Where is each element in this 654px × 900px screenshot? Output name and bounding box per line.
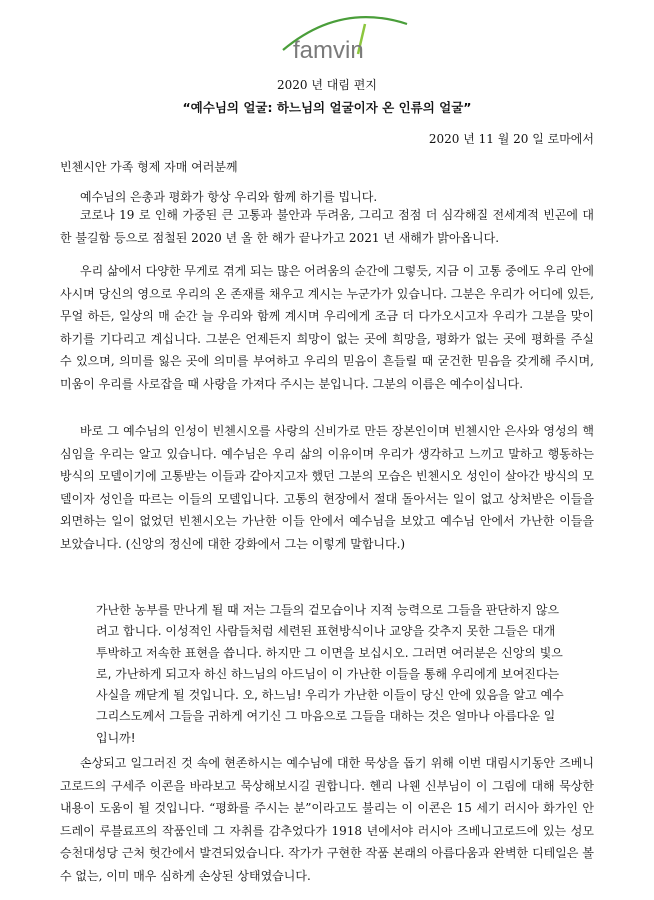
block-quote: 가난한 농부를 만나게 될 때 저는 그들의 겉모습이나 지적 능력으로 그들을 판단하지 않으려고 합니다. 이성적인 사람들처럼 세련된 표현방식이나 교양을 갖추지 못한 그들은 대개 투박하고 저속한 표현을 씁니다. 하지만 그 이면을 보십시오. 그러면 여러분은 신앙의 빛으로, 가난하게 되고자 하신 하느님의 아드님이 이 가난한 이들을 통해 우리에게 보여진다는 사실을 깨닫게 될 것입니다. 오, 하느님! 우리가 가난한 이들이 당신 안에 있음을 알고 예수 그리스도께서 그들을 귀하게 여기신 그 마음으로 그들을 대하는 것은 얼마나 아름다운 일입니까! xyxy=(96,603,564,745)
paragraph-icon: 손상되고 일그러진 것 속에 현존하시는 예수님에 대한 묵상을 돕기 위해 이번 대림시기동안 즈베니고로드의 구세주 이콘을 바라보고 묵상해보시길 권합니다. 헨리 나웬 신부님이 이 그림에 대해 묵상한 내용이 도움이 될 것입니다. “평화를 주시는 분”이라고도 불리는 이 이콘은 15 세기 러시아 화가인 안드레이 루블료프의 작품인데 그 자취를 감추었다가 1918 년에서야 러시아 즈베니고로드에 있는 성모승천대성당 근처 헛간에서 발견되었습니다. 작가가 구현한 작품 본래의 아름다움과 완벽한 디테일은 볼 수 없는, 이미 매우 심하게 손상된 상태였습니다. xyxy=(60,756,594,883)
logo-text: famvin xyxy=(293,37,364,64)
paragraph-intro: 코로나 19 로 인해 가중된 큰 고통과 불안과 두려움, 그리고 점점 더 심각해질 전세계적 빈곤에 대한 불길함 등으로 점철된 2020 년 올 한 해가 끝나가고 2021 년 새해가 밝아옵니다. xyxy=(60,208,594,245)
famvin-logo-graphic xyxy=(245,10,415,68)
letter-heading: 2020 년 대림 편지 xyxy=(277,78,377,92)
paragraph-greeting: 예수님의 은총과 평화가 항상 우리와 함께 하기를 빕니다. xyxy=(80,190,378,204)
famvin-logo xyxy=(245,10,415,68)
paragraph-vincent: 바로 그 예수님의 인성이 빈첸시오를 사랑의 신비가로 만든 장본인이며 빈첸시안 은사와 영성의 핵심임을 우리는 알고 있습니다. 예수님은 우리 삶의 이유이며 우리가 생각하고 느끼고 말하고 행동하는 방식의 모델이기에 고통받는 이들과 같아지고자 했던 그분의 모습은 빈첸시오 성인이 살아간 방식의 모델이자 성인을 따르는 이들의 모델입니다. 고통의 현장에서 절대 돌아서는 일이 없고 상처받은 이들을 외면하는 일이 없었던 빈첸시오는 가난한 이들 안에서 예수님을 보았고 예수님 안에서 가난한 이들을 보았습니다. (신앙의 정신에 대한 강화에서 그는 이렇게 말합니다.) xyxy=(60,424,594,551)
letter-date: 2020 년 11 월 20 일 로마에서 xyxy=(428,132,594,146)
letter-title: “예수님의 얼굴: 하느님의 얼굴이자 온 인류의 얼굴” xyxy=(182,100,472,115)
paragraph-jesus: 우리 삶에서 다양한 무게로 겪게 되는 많은 어려움의 순간에 그렇듯, 지금 이 고통 중에도 우리 안에 사시며 당신의 영으로 우리의 온 존재를 채우고 계시는 누군가가 있습니다. 그분은 우리가 어디에 있든, 무얼 하든, 일상의 매 순간 늘 우리와 함께 계시며 우리에게 조금 더 다가오시고자 우리가 그분을 맞이하기를 기다리고 계십니다. 그분은 언제든지 희망이 없는 곳에 희망을, 평화가 없는 곳에 평화를 주실 수 있으며, 의미를 잃은 곳에 의미를 부여하고 우리의 믿음이 흔들릴 때 굳건한 믿음을 갖게해 주시며, 미움이 우리를 사로잡을 때 사랑을 가져다 주시는 분입니다. 그분의 이름은 예수이십니다. xyxy=(60,264,594,391)
salutation: 빈첸시안 가족 형제 자매 여러분께 xyxy=(60,160,238,174)
